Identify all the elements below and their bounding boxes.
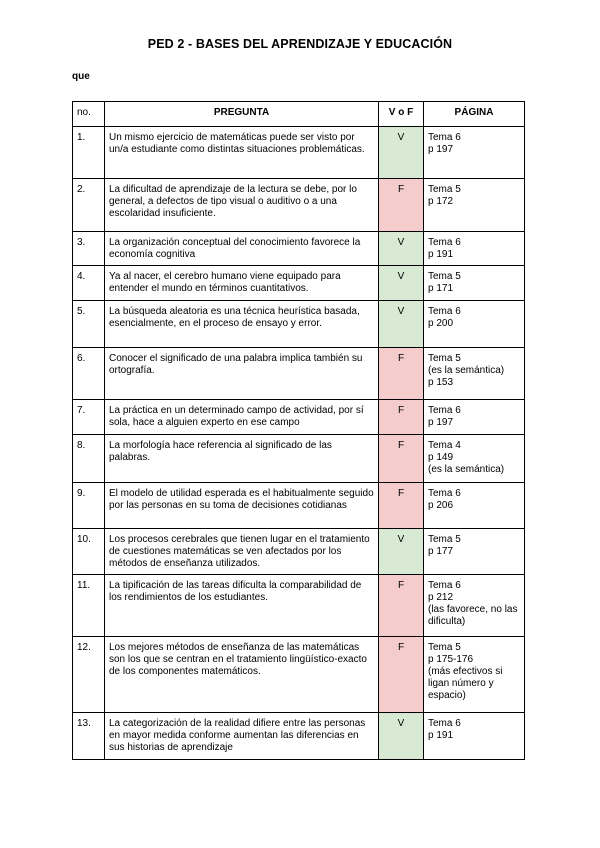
row-answer: V	[379, 529, 424, 575]
row-number: 10.	[73, 529, 105, 575]
row-answer: V	[379, 301, 424, 348]
table-row	[73, 400, 525, 435]
row-number: 4.	[73, 266, 105, 301]
table-row	[73, 637, 525, 713]
row-number: 5.	[73, 301, 105, 348]
row-page: Tema 5 p 175-176 (más efectivos si ligan número y espacio)	[424, 637, 525, 713]
row-page: Tema 5 p 171	[424, 266, 525, 301]
row-number: 6.	[73, 348, 105, 400]
row-page: Tema 6 p 212 (las favorece, no las dificulta)	[424, 575, 525, 637]
row-number: 11.	[73, 575, 105, 637]
row-page: Tema 6 p 200	[424, 301, 525, 348]
column-header-question: PREGUNTA	[105, 102, 379, 127]
table-row	[73, 301, 525, 348]
table-row	[73, 348, 525, 400]
row-page: Tema 4 p 149 (es la semántica)	[424, 435, 525, 483]
table-body	[73, 127, 525, 760]
row-number: 3.	[73, 232, 105, 266]
row-question: La tipificación de las tareas dificulta la comparabilidad de los rendimientos de los estudiantes.	[105, 575, 379, 637]
row-page: Tema 6 p 197	[424, 400, 525, 435]
row-question: Un mismo ejercicio de matemáticas puede ser visto por un/a estudiante como distintas situaciones problemáticas.	[105, 127, 379, 179]
row-question: La práctica en un determinado campo de actividad, por sí sola, hace a alguien experto en ese campo	[105, 400, 379, 435]
row-answer: V	[379, 266, 424, 301]
column-header-page: PÁGINA	[424, 102, 525, 127]
row-page: Tema 5 p 177	[424, 529, 525, 575]
table-row	[73, 127, 525, 179]
table-row	[73, 232, 525, 266]
row-number: 9.	[73, 483, 105, 529]
row-answer: F	[379, 575, 424, 637]
column-header-answer: V o F	[379, 102, 424, 127]
table-header-row	[73, 102, 525, 127]
subtitle: que	[72, 71, 90, 82]
page-title: PED 2 - BASES DEL APRENDIZAJE Y EDUCACIÓN	[147, 37, 453, 51]
table-row	[73, 435, 525, 483]
table-row	[73, 266, 525, 301]
row-question: La organización conceptual del conocimiento favorece la economía cognitiva	[105, 232, 379, 266]
row-number: 7.	[73, 400, 105, 435]
row-question: Los mejores métodos de enseñanza de las matemáticas son los que se centran en el tratamiento lingüístico-exacto de los componentes matemáticos.	[105, 637, 379, 713]
row-question: El modelo de utilidad esperada es el habitualmente seguido por las personas en su toma de decisiones cotidianas	[105, 483, 379, 529]
row-answer: F	[379, 637, 424, 713]
row-question: La dificultad de aprendizaje de la lectura se debe, por lo general, a defectos de tipo visual o auditivo o a una escolaridad insuficiente.	[105, 179, 379, 232]
row-answer: F	[379, 435, 424, 483]
questions-table	[72, 101, 525, 760]
row-answer: V	[379, 127, 424, 179]
table-row	[73, 179, 525, 232]
row-page: Tema 6 p 191	[424, 232, 525, 266]
row-page: Tema 5 p 172	[424, 179, 525, 232]
row-number: 8.	[73, 435, 105, 483]
row-answer: V	[379, 713, 424, 760]
table-row	[73, 713, 525, 760]
column-header-no: no.	[73, 102, 105, 127]
row-answer: F	[379, 179, 424, 232]
row-page: Tema 6 p 191	[424, 713, 525, 760]
row-question: Los procesos cerebrales que tienen lugar en el tratamiento de cuestiones matemáticas se ven afectados por los métodos de enseñanza utilizados.	[105, 529, 379, 575]
table-row	[73, 483, 525, 529]
row-answer: F	[379, 483, 424, 529]
row-answer: F	[379, 348, 424, 400]
row-question: Ya al nacer, el cerebro humano viene equipado para entender el mundo en términos cuantitativos.	[105, 266, 379, 301]
row-number: 13.	[73, 713, 105, 760]
row-number: 12.	[73, 637, 105, 713]
row-question: Conocer el significado de una palabra implica también su ortografía.	[105, 348, 379, 400]
row-page: Tema 5 (es la semántica) p 153	[424, 348, 525, 400]
row-question: La búsqueda aleatoria es una técnica heurística basada, esencialmente, en el proceso de ensayo y error.	[105, 301, 379, 348]
row-answer: F	[379, 400, 424, 435]
row-question: La morfología hace referencia al significado de las palabras.	[105, 435, 379, 483]
row-page: Tema 6 p 206	[424, 483, 525, 529]
row-number: 2.	[73, 179, 105, 232]
row-question: La categorización de la realidad difiere entre las personas en mayor medida conforme aumentan las diferencias en sus historias de aprendizaje	[105, 713, 379, 760]
row-answer: V	[379, 232, 424, 266]
table-row	[73, 529, 525, 575]
row-number: 1.	[73, 127, 105, 179]
table-row	[73, 575, 525, 637]
row-page: Tema 6 p 197	[424, 127, 525, 179]
